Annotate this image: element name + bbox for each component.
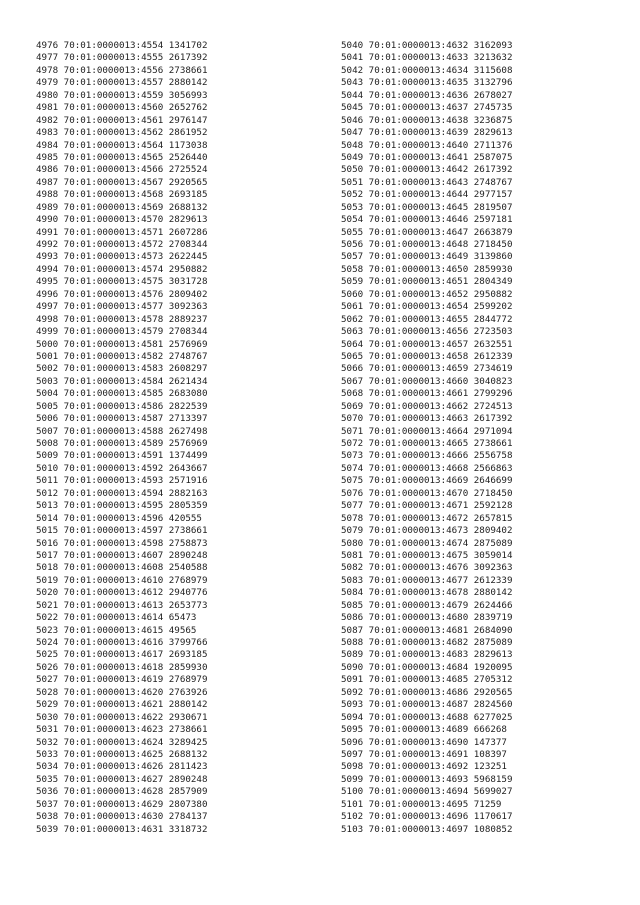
record-row: 4996 70:01:0000013:4576 2809402	[36, 288, 208, 300]
record-row: 5054 70:01:0000013:4646 2597181	[341, 214, 513, 226]
record-row: 5093 70:01:0000013:4687 2824560	[341, 699, 513, 711]
record-row: 5090 70:01:0000013:4684 1920095	[341, 661, 513, 673]
record-row: 4982 70:01:0000013:4561 2976147	[36, 114, 208, 126]
record-row: 5080 70:01:0000013:4674 2875089	[341, 537, 513, 549]
record-row: 4985 70:01:0000013:4565 2526440	[36, 151, 208, 163]
record-row: 4978 70:01:0000013:4556 2738661	[36, 64, 208, 76]
record-row: 5013 70:01:0000013:4595 2805359	[36, 500, 208, 512]
record-row: 5048 70:01:0000013:4640 2711376	[341, 139, 513, 151]
record-row: 5095 70:01:0000013:4689 666268	[341, 724, 507, 736]
record-row: 5091 70:01:0000013:4685 2705312	[341, 674, 513, 686]
record-row: 4988 70:01:0000013:4568 2693185	[36, 189, 208, 201]
record-row: 4997 70:01:0000013:4577 3092363	[36, 301, 208, 313]
record-row: 5031 70:01:0000013:4623 2738661	[36, 724, 208, 736]
record-row: 5003 70:01:0000013:4584 2621434	[36, 375, 208, 387]
record-row: 4977 70:01:0000013:4555 2617392	[36, 52, 208, 64]
record-row: 5039 70:01:0000013:4631 3318732	[36, 823, 208, 835]
record-row: 5103 70:01:0000013:4697 1080852	[341, 823, 513, 835]
record-row: 5087 70:01:0000013:4681 2684090	[341, 624, 513, 636]
record-row: 5076 70:01:0000013:4670 2718450	[341, 487, 513, 499]
record-row: 5061 70:01:0000013:4654 2599202	[341, 301, 513, 313]
record-row: 5043 70:01:0000013:4635 3132796	[341, 77, 513, 89]
record-row: 4983 70:01:0000013:4562 2861952	[36, 127, 208, 139]
record-row: 5065 70:01:0000013:4658 2612339	[341, 350, 513, 362]
record-row: 5079 70:01:0000013:4673 2809402	[341, 525, 513, 537]
record-row: 5030 70:01:0000013:4622 2930671	[36, 711, 208, 723]
record-row: 5026 70:01:0000013:4618 2859930	[36, 661, 208, 673]
record-row: 5012 70:01:0000013:4594 2882163	[36, 487, 208, 499]
record-row: 5070 70:01:0000013:4663 2617392	[341, 413, 513, 425]
record-row: 5029 70:01:0000013:4621 2880142	[36, 699, 208, 711]
right-record-column	[341, 40, 512, 836]
record-row: 5047 70:01:0000013:4639 2829613	[341, 127, 513, 139]
record-row: 5097 70:01:0000013:4691 108397	[341, 748, 507, 760]
record-row: 5020 70:01:0000013:4612 2940776	[36, 587, 208, 599]
record-row: 5064 70:01:0000013:4657 2632551	[341, 338, 513, 350]
record-row: 5034 70:01:0000013:4626 2811423	[36, 761, 208, 773]
record-row: 5038 70:01:0000013:4630 2784137	[36, 811, 208, 823]
record-row: 5002 70:01:0000013:4583 2608297	[36, 363, 208, 375]
record-row: 5052 70:01:0000013:4644 2977157	[341, 189, 513, 201]
record-row: 4979 70:01:0000013:4557 2880142	[36, 77, 208, 89]
record-row: 5018 70:01:0000013:4608 2540588	[36, 562, 208, 574]
record-row: 5011 70:01:0000013:4593 2571916	[36, 475, 208, 487]
record-row: 5035 70:01:0000013:4627 2890248	[36, 773, 208, 785]
record-row: 5036 70:01:0000013:4628 2857909	[36, 786, 208, 798]
record-row: 5056 70:01:0000013:4648 2718450	[341, 239, 513, 250]
record-row: 5077 70:01:0000013:4671 2592128	[341, 500, 513, 512]
record-row: 4987 70:01:0000013:4567 2920565	[36, 176, 208, 188]
record-row: 5023 70:01:0000013:4615 49565	[36, 624, 197, 636]
record-row: 5001 70:01:0000013:4582 2748767	[36, 350, 208, 362]
record-row: 4998 70:01:0000013:4578 2889237	[36, 313, 208, 325]
record-row: 5082 70:01:0000013:4676 3092363	[341, 562, 513, 574]
record-row: 5058 70:01:0000013:4650 2859930	[341, 263, 513, 275]
record-row: 5069 70:01:0000013:4662 2724513	[341, 400, 513, 412]
record-row: 4990 70:01:0000013:4570 2829613	[36, 214, 208, 226]
record-row: 5022 70:01:0000013:4614 65473	[36, 612, 197, 624]
record-row: 5083 70:01:0000013:4677 2612339	[341, 574, 513, 586]
record-row: 5073 70:01:0000013:4666 2556758	[341, 450, 513, 462]
record-row: 5088 70:01:0000013:4682 2875089	[341, 637, 513, 648]
record-row: 5049 70:01:0000013:4641 2587075	[341, 151, 513, 163]
record-row: 5045 70:01:0000013:4637 2745735	[341, 102, 513, 114]
record-row: 5033 70:01:0000013:4625 2688132	[36, 748, 208, 760]
record-row: 4986 70:01:0000013:4566 2725524	[36, 164, 208, 176]
record-row: 5015 70:01:0000013:4597 2738661	[36, 525, 208, 537]
record-row: 5005 70:01:0000013:4586 2822539	[36, 400, 208, 412]
record-row: 5000 70:01:0000013:4581 2576969	[36, 338, 208, 350]
record-row: 5085 70:01:0000013:4679 2624466	[341, 599, 513, 611]
record-row: 5027 70:01:0000013:4619 2768979	[36, 674, 208, 686]
record-row: 5081 70:01:0000013:4675 3059014	[341, 549, 513, 561]
record-row: 5055 70:01:0000013:4647 2663879	[341, 226, 513, 238]
record-row: 5044 70:01:0000013:4636 2678027	[341, 89, 513, 101]
record-row: 5075 70:01:0000013:4669 2646699	[341, 475, 513, 487]
record-row: 5014 70:01:0000013:4596 420555	[36, 512, 202, 524]
record-row: 5025 70:01:0000013:4617 2693185	[36, 649, 208, 661]
record-row: 4994 70:01:0000013:4574 2950882	[36, 263, 208, 275]
record-row: 5060 70:01:0000013:4652 2950882	[341, 288, 513, 300]
record-row: 5089 70:01:0000013:4683 2829613	[341, 649, 513, 661]
record-row: 5024 70:01:0000013:4616 3799766	[36, 637, 208, 648]
record-row: 5084 70:01:0000013:4678 2880142	[341, 587, 513, 599]
record-row: 5053 70:01:0000013:4645 2819507	[341, 201, 513, 213]
record-row: 5068 70:01:0000013:4661 2799296	[341, 388, 513, 400]
record-row: 4981 70:01:0000013:4560 2652762	[36, 102, 208, 114]
record-row: 5019 70:01:0000013:4610 2768979	[36, 574, 208, 586]
record-row: 5092 70:01:0000013:4686 2920565	[341, 686, 513, 698]
record-row: 5041 70:01:0000013:4633 3213632	[341, 52, 513, 64]
record-row: 5072 70:01:0000013:4665 2738661	[341, 438, 513, 449]
record-row: 5051 70:01:0000013:4643 2748767	[341, 176, 513, 188]
record-row: 5037 70:01:0000013:4629 2807380	[36, 798, 208, 810]
record-row: 5102 70:01:0000013:4696 1170617	[341, 811, 513, 823]
record-row: 5028 70:01:0000013:4620 2763926	[36, 686, 208, 698]
record-row: 5099 70:01:0000013:4693 5968159	[341, 773, 513, 785]
record-row: 5066 70:01:0000013:4659 2734619	[341, 363, 513, 375]
record-row: 5050 70:01:0000013:4642 2617392	[341, 164, 513, 176]
record-row: 5100 70:01:0000013:4694 5699027	[341, 786, 513, 798]
record-row: 5074 70:01:0000013:4668 2566863	[341, 462, 513, 474]
record-row: 5004 70:01:0000013:4585 2683080	[36, 388, 208, 400]
record-row: 5094 70:01:0000013:4688 6277025	[341, 711, 513, 723]
record-row: 5006 70:01:0000013:4587 2713397	[36, 413, 208, 425]
record-row: 5016 70:01:0000013:4598 2758873	[36, 537, 208, 549]
record-row: 5040 70:01:0000013:4632 3162093	[341, 40, 513, 51]
record-row: 5042 70:01:0000013:4634 3115608	[341, 64, 513, 76]
record-row: 5063 70:01:0000013:4656 2723503	[341, 326, 513, 338]
record-row: 5021 70:01:0000013:4613 2653773	[36, 599, 208, 611]
record-row: 4992 70:01:0000013:4572 2708344	[36, 239, 208, 250]
record-row: 5101 70:01:0000013:4695 71259	[341, 798, 502, 810]
record-row: 4976 70:01:0000013:4554 1341702	[36, 40, 208, 51]
record-row: 5067 70:01:0000013:4660 3040823	[341, 375, 513, 387]
record-row: 5017 70:01:0000013:4607 2890248	[36, 549, 208, 561]
record-row: 5096 70:01:0000013:4690 147377	[341, 736, 507, 748]
record-row: 5062 70:01:0000013:4655 2844772	[341, 313, 513, 325]
record-row: 5086 70:01:0000013:4680 2839719	[341, 612, 513, 624]
record-row: 4995 70:01:0000013:4575 3031728	[36, 276, 208, 288]
record-row: 5007 70:01:0000013:4588 2627498	[36, 425, 208, 437]
record-row: 4984 70:01:0000013:4564 1173038	[36, 139, 208, 151]
record-row: 4989 70:01:0000013:4569 2688132	[36, 201, 208, 213]
record-row: 5098 70:01:0000013:4692 123251	[341, 761, 507, 773]
record-row: 4999 70:01:0000013:4579 2708344	[36, 326, 208, 338]
left-record-column	[36, 40, 207, 836]
record-row: 5008 70:01:0000013:4589 2576969	[36, 438, 208, 449]
record-row: 5071 70:01:0000013:4664 2971094	[341, 425, 513, 437]
record-row: 5032 70:01:0000013:4624 3289425	[36, 736, 208, 748]
record-row: 5009 70:01:0000013:4591 1374499	[36, 450, 208, 462]
record-row: 4991 70:01:0000013:4571 2607286	[36, 226, 208, 238]
record-row: 5057 70:01:0000013:4649 3139860	[341, 251, 513, 263]
record-row: 5059 70:01:0000013:4651 2804349	[341, 276, 513, 288]
record-row: 5010 70:01:0000013:4592 2643667	[36, 462, 208, 474]
record-row: 4993 70:01:0000013:4573 2622445	[36, 251, 208, 263]
record-row: 5078 70:01:0000013:4672 2657815	[341, 512, 513, 524]
record-row: 4980 70:01:0000013:4559 3056993	[36, 89, 208, 101]
record-row: 5046 70:01:0000013:4638 3236875	[341, 114, 513, 126]
